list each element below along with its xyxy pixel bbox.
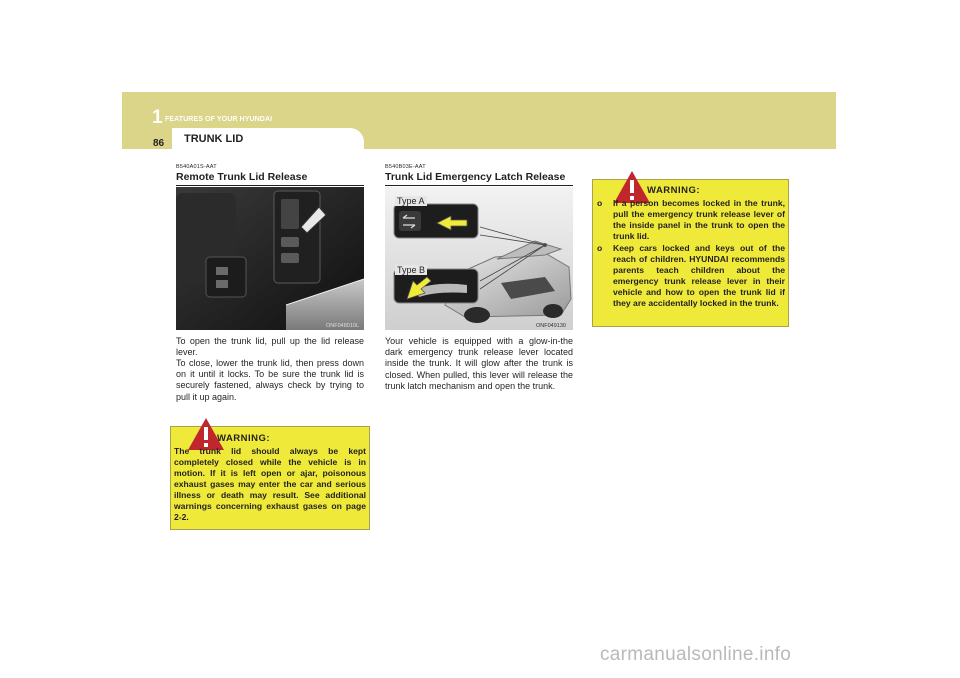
warning-item-text: If a person becomes locked in the trunk, pull the emergency trunk release lever of the inside panel in the trunk to open the trunk lid. — [613, 198, 785, 241]
page-number: 86 — [153, 138, 165, 149]
section-number: 1 — [152, 107, 163, 128]
car-rear-illustration — [385, 187, 573, 330]
right-warning-list — [597, 198, 785, 310]
remote-release-photo — [176, 187, 364, 330]
left-image-caption: ONF048010L — [326, 323, 360, 329]
list-bullet: o — [597, 198, 603, 208]
left-paragraph-1: To open the trunk lid, pull up the lid release lever. — [176, 336, 364, 358]
warning-item-text: Keep cars locked and keys out of the reach of children. HYUNDAI recommends parents teach children about the emergency trunk release lever in their vehicle and how to open the trunk lid if they are accidentally locked in the trunk. — [613, 243, 785, 308]
middle-section-heading: Trunk Lid Emergency Latch Release — [385, 171, 566, 183]
middle-paragraph: Your vehicle is equipped with a glow-in-the dark emergency trunk release lever located inside the trunk. It will glow after the trunk is closed. When pulled, this lever will release the trunk latch mechanism and open the trunk. — [385, 336, 573, 391]
section-name: FEATURES OF YOUR HYUNDAI — [165, 116, 273, 123]
door-panel-illustration — [176, 187, 364, 330]
left-warning-text: The trunk lid should always be kept completely closed while the vehicle is in motion. If it is left open or ajar, poisonous exhaust gases may enter the car and serious illness or death may result. See additional warnings concerning exhaust gases on page 2-2. — [174, 446, 366, 522]
right-warning-box — [592, 179, 789, 327]
warning-list-item — [597, 198, 785, 242]
left-warning-box — [170, 426, 370, 530]
middle-heading-rule — [385, 185, 573, 186]
type-b-label: Type B — [397, 265, 426, 275]
type-a-label: Type A — [397, 196, 425, 206]
emergency-latch-photo — [385, 187, 573, 330]
topic-title: TRUNK LID — [184, 133, 244, 145]
left-warning-title: WARNING: — [217, 433, 271, 444]
left-paragraph-2: To close, lower the trunk lid, then press down on it until it locks. To be sure the trunk lid is securely fastened, always check by trying to pull it up again. — [176, 358, 364, 402]
left-heading-rule — [176, 185, 364, 186]
left-section-heading: Remote Trunk Lid Release — [176, 171, 308, 183]
warning-list-item — [597, 243, 785, 309]
left-section-code: B540A01S-AAT — [176, 164, 217, 170]
list-bullet: o — [597, 243, 603, 253]
middle-section-code: B540B03E-AAT — [385, 164, 426, 170]
right-warning-title: WARNING: — [647, 185, 701, 196]
middle-image-caption: ONF049130 — [536, 323, 566, 329]
watermark: carmanualsonline.info — [600, 644, 792, 665]
